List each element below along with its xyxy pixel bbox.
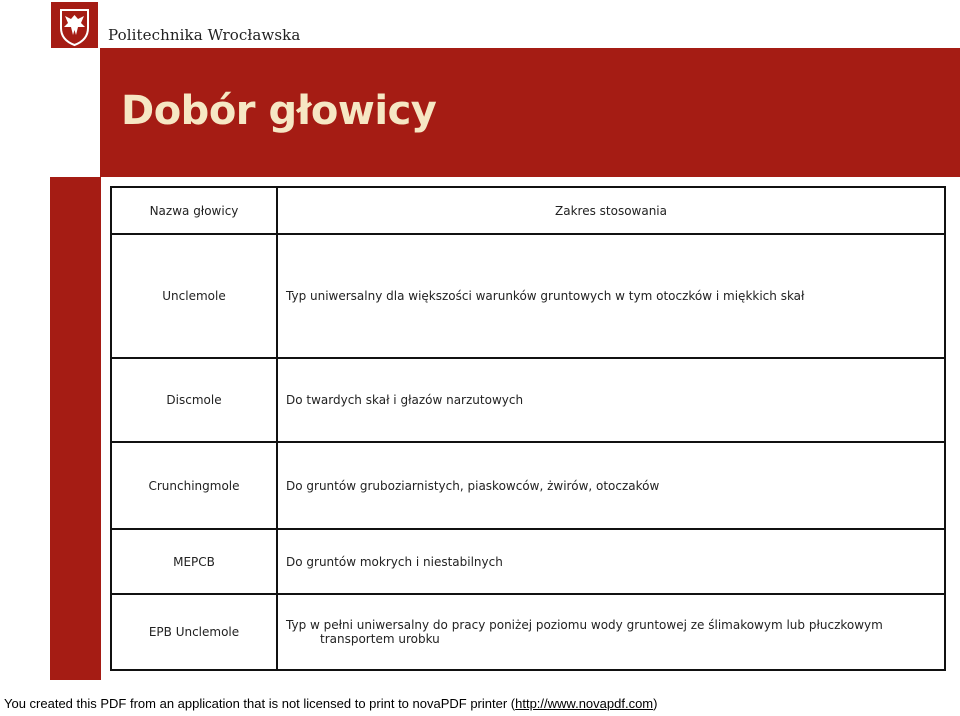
left-decorative-strip <box>50 177 101 680</box>
head-scope-text-continued: transportem urobku <box>320 632 440 646</box>
table-row <box>111 358 945 442</box>
table-row <box>111 594 945 670</box>
novapdf-link[interactable]: http://www.novapdf.com <box>515 696 654 711</box>
head-scope-cell <box>277 529 945 594</box>
page-title: Dobór głowicy <box>121 88 437 134</box>
table-row <box>111 442 945 529</box>
head-name-cell: Unclemole <box>111 234 277 358</box>
head-scope-cell <box>277 358 945 442</box>
eagle-icon <box>51 2 98 48</box>
footer-text: You created this PDF from an application that is not licensed to print to novaPDF printer ( <box>4 696 516 711</box>
head-scope-text: Do gruntów mokrych i niestabilnych <box>286 554 503 569</box>
novapdf-footer <box>0 696 960 711</box>
head-scope-text: Typ uniwersalny dla większości warunków gruntowych w tym otoczków i miękkich skał <box>286 289 805 303</box>
heads-table <box>110 186 946 671</box>
head-scope-cell <box>277 442 945 529</box>
table-row <box>111 234 945 358</box>
column-header-scope: Zakres stosowania <box>277 187 945 234</box>
head-scope-text: Do gruntów gruboziarnistych, piaskowców, żwirów, otoczaków <box>286 478 660 493</box>
heads-table-container <box>110 186 946 671</box>
table-row <box>111 529 945 594</box>
head-scope-text: Typ w pełni uniwersalny do pracy poniżej poziomu wody gruntowej ze ślimakowym lub płuczkowym <box>286 618 883 632</box>
head-name-cell: EPB Unclemole <box>111 594 277 670</box>
head-scope-cell <box>277 234 945 358</box>
head-name-cell: MEPCB <box>111 529 277 594</box>
head-scope-text: Do twardych skał i głazów narzutowych <box>286 393 524 407</box>
column-header-name: Nazwa głowicy <box>111 187 277 234</box>
table-header-row <box>111 187 945 234</box>
head-scope-cell <box>277 594 945 670</box>
university-logo <box>51 2 98 48</box>
head-name-cell: Discmole <box>111 358 277 442</box>
footer-text-end: ) <box>653 696 658 711</box>
university-name: Politechnika Wrocławska <box>108 26 301 44</box>
head-name-cell: Crunchingmole <box>111 442 277 529</box>
